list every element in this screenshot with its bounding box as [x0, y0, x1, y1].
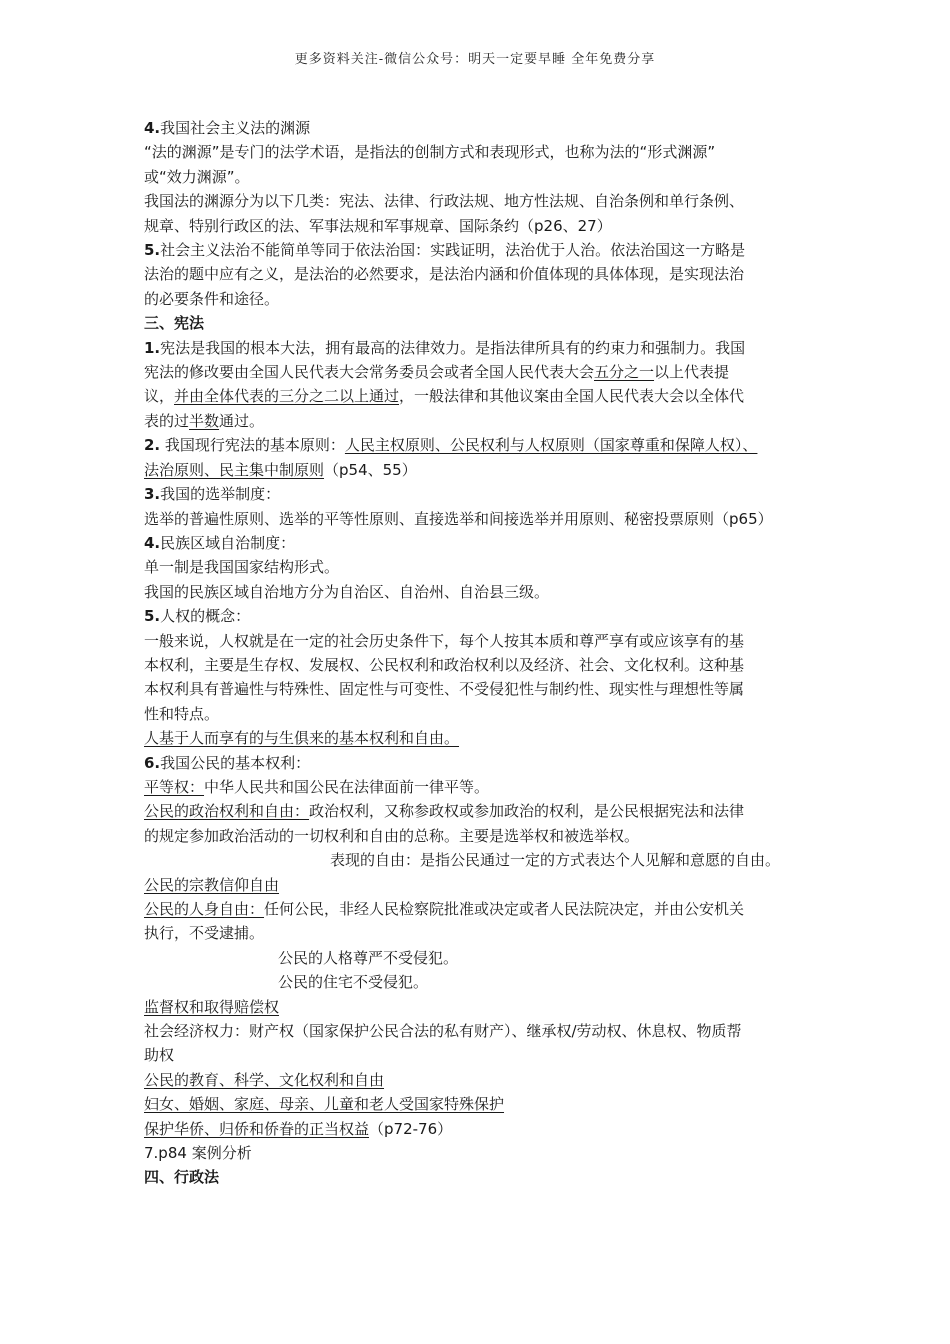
- paragraph-line: 公民的住宅不受侵犯。: [278, 973, 429, 992]
- section-number: 5.: [144, 241, 161, 260]
- chapter-3-heading: 三、宪法: [144, 314, 205, 333]
- page-header-banner: 更多资料关注-微信公众号：明天一定要早睡 全年免费分享: [294, 52, 656, 67]
- document-body: [144, 116, 816, 1190]
- paragraph-line: 性和特点。: [144, 704, 220, 723]
- paragraph-line: 选举的普遍性原则、选举的平等性原则、直接选举和间接选举并用原则、秘密投票原则（p65）: [144, 509, 773, 528]
- heading-text: 民族区域自治制度：: [160, 533, 296, 552]
- item-number: 3.: [144, 485, 161, 504]
- underlined-text: 法治原则、民主集中制原则: [144, 460, 325, 479]
- paragraph-line: 单一制是我国国家结构形式。: [144, 558, 340, 577]
- paragraph-line: [144, 799, 816, 823]
- item-3-heading: [144, 482, 816, 506]
- paragraph-line: 的必要条件和途径。: [144, 289, 280, 308]
- underlined-text: 监督权和取得赔偿权: [144, 997, 280, 1016]
- paragraph-line: 执行，不受逮捕。: [144, 924, 265, 943]
- paragraph-line: “法的渊源”是专门的法学术语，是指法的创制方式和表现形式，也称为法的“形式渊源”: [144, 143, 716, 162]
- text-span: 议，: [144, 387, 175, 406]
- paragraph-line: 社会经济权力：财产权（国家保护公民合法的私有财产）、继承权/劳动权、休息权、物质帮: [144, 1022, 742, 1041]
- item-number: 2.: [144, 436, 161, 455]
- paragraph-line: [144, 458, 816, 482]
- item-1-line: [144, 336, 816, 360]
- paragraph-line: [144, 360, 816, 384]
- paragraph-line: [144, 1068, 816, 1092]
- underlined-text: 五分之一: [594, 363, 655, 382]
- underlined-text: 并由全体代表的三分之二以上通过: [174, 387, 400, 406]
- underlined-text: 妇女、婚姻、家庭、母亲、儿童和老人受国家特殊保护: [144, 1095, 505, 1114]
- paragraph-line: [144, 995, 816, 1019]
- paragraph-line: [144, 384, 816, 408]
- item-2-line: [144, 433, 816, 457]
- item-6-heading: [144, 751, 816, 775]
- text-span: 通过。: [219, 411, 265, 430]
- underlined-text: 平等权：: [144, 777, 205, 796]
- text-span: 我国现行宪法的基本原则：: [160, 436, 345, 455]
- item-number: 1.: [144, 338, 161, 357]
- paragraph-line: 的规定参加政治活动的一切权利和自由的总称。主要是选举权和被选举权。: [144, 826, 640, 845]
- heading-text: 我国公民的基本权利：: [160, 753, 311, 772]
- text-span: ，一般法律和其他议案由全国人民代表大会以全体代: [399, 387, 745, 406]
- section-5-line: [144, 238, 816, 262]
- paragraph-line: [144, 409, 816, 433]
- item-number: 4.: [144, 533, 161, 552]
- text-span: 表的过: [144, 411, 190, 430]
- item-number: 6.: [144, 753, 161, 772]
- text-span: 中华人民共和国公民在法律面前一律平等。: [204, 777, 490, 796]
- underlined-text: 公民的宗教信仰自由: [144, 875, 280, 894]
- paragraph-text: 社会主义法治不能简单等同于依法治国：实践证明，法治优于人治。依法治国这一方略是: [160, 241, 746, 260]
- paragraph-line: 或“效力渊源”。: [144, 167, 250, 186]
- text-span: 以上代表提: [654, 363, 730, 382]
- paragraph-line: 规章、特别行政区的法、军事法规和军事规章、国际条约（p26、27）: [144, 216, 612, 235]
- section-4-heading: [144, 116, 816, 140]
- underlined-text: 半数: [189, 411, 220, 430]
- heading-text: 人权的概念：: [160, 607, 251, 626]
- underlined-text: 公民的政治权利和自由：: [144, 802, 310, 821]
- paragraph-line: 法治的题中应有之义，是法治的必然要求，是法治内涵和价值体现的具体体现，是实现法治: [144, 265, 745, 284]
- paragraph-line: 助权: [144, 1046, 175, 1065]
- underlined-text: 人民主权原则、公民权利与人权原则（国家尊重和保障人权）、: [344, 436, 758, 455]
- item-5-heading: [144, 604, 816, 628]
- underlined-text: 公民的人身自由：: [144, 900, 265, 918]
- chapter-4-heading: 四、行政法: [144, 1168, 220, 1187]
- paragraph-line: [144, 775, 816, 799]
- paragraph-line: 一般来说，人权就是在一定的社会历史条件下，每个人按其本质和尊严享有或应该享有的基: [144, 631, 745, 650]
- paragraph-line: [144, 1117, 816, 1141]
- paragraph-line: [144, 897, 816, 921]
- paragraph-line: 我国的民族区域自治地方分为自治区、自治州、自治县三级。: [144, 582, 550, 601]
- text-span: （p54、55）: [324, 460, 417, 479]
- item-number: 5.: [144, 607, 161, 626]
- paragraph-line: 我国法的渊源分为以下几类：宪法、法律、行政法规、地方性法规、自治条例和单行条例、: [144, 192, 745, 211]
- heading-text: 我国社会主义法的渊源: [160, 119, 311, 137]
- paragraph-line: 本权利具有普遍性与特殊性、固定性与可变性、不受侵犯性与制约性、现实性与理想性等属: [144, 680, 745, 699]
- item-4-heading: [144, 531, 816, 555]
- underlined-text: 保护华侨、归侨和侨眷的正当权益: [144, 1119, 370, 1138]
- paragraph-line: 表现的自由：是指公民通过一定的方式表达个人见解和意愿的自由。: [330, 851, 781, 870]
- underlined-text: 公民的教育、科学、文化权利和自由: [144, 1070, 385, 1089]
- paragraph-text: 宪法是我国的根本大法，拥有最高的法律效力。是指法律所具有的约束力和强制力。我国: [160, 338, 746, 357]
- paragraph-line: [144, 1092, 816, 1116]
- text-span: 宪法的修改要由全国人民代表大会常务委员会或者全国人民代表大会: [144, 363, 595, 382]
- text-span: 政治权利，又称参政权或参加政治的权利，是公民根据宪法和法律: [309, 802, 745, 821]
- text-span: （p72-76）: [369, 1119, 453, 1138]
- item-7-line: 7.p84 案例分析: [144, 1144, 252, 1163]
- paragraph-line: [144, 726, 816, 750]
- paragraph-line: [144, 873, 816, 897]
- section-number: 4.: [144, 119, 161, 137]
- paragraph-line: 公民的人格尊严不受侵犯。: [278, 948, 459, 967]
- underlined-text: 人基于人而享有的与生俱来的基本权利和自由。: [144, 729, 460, 748]
- paragraph-line: 本权利，主要是生存权、发展权、公民权利和政治权利以及经济、社会、文化权利。这种基: [144, 655, 745, 674]
- heading-text: 我国的选举制度：: [160, 485, 281, 504]
- text-span: 任何公民，非经人民检察院批准或决定或者人民法院决定，并由公安机关: [264, 900, 745, 918]
